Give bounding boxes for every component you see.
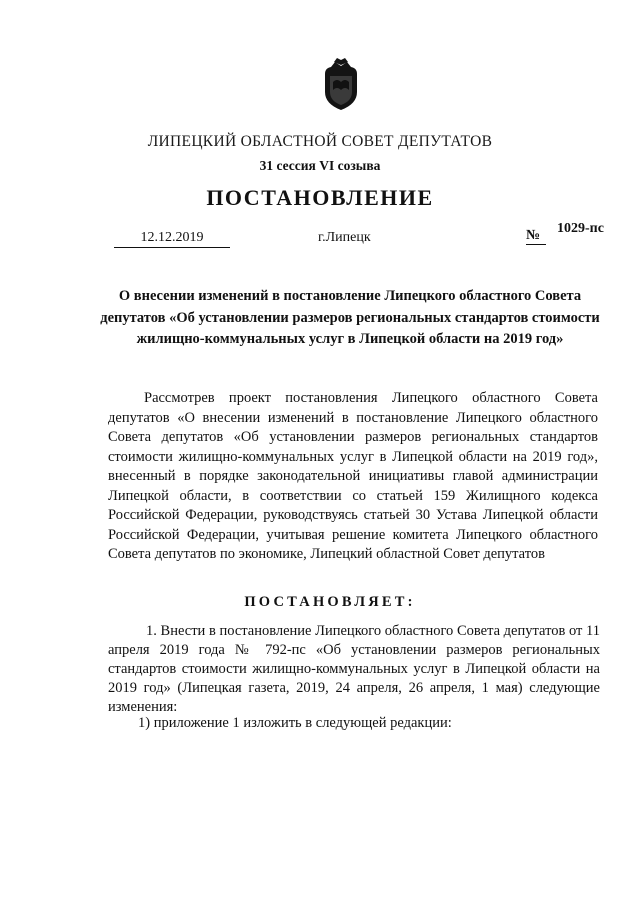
document-number: 1029-пс	[557, 221, 604, 236]
resolves-heading: ПОСТАНОВЛЯЕТ:	[244, 594, 416, 610]
organization-name: ЛИПЕЦКИЙ ОБЛАСТНОЙ СОВЕТ ДЕПУТАТОВ	[147, 133, 493, 150]
resolution-item-1: 1. Внести в постановление Липецкого областного Совета депутатов от 11 апреля 2019 года № 792-пс «Об установлении размеров региональных стандартов стоимости жилищно-коммунальных услуг в Липецкой области на 2019 год» (Липецкая газета, 2019, 24 апреля, 26 апреля, 1 мая) следующие изменения:	[108, 623, 600, 715]
document-city: г.Липецк	[318, 230, 371, 245]
document-type-title: ПОСТАНОВЛЕНИЕ	[206, 185, 434, 210]
document-date: 12.12.2019	[114, 230, 230, 248]
resolution-subitem-1: 1) приложение 1 изложить в следующей редакции:	[138, 715, 452, 731]
session-line: 31 сессия VI созыва	[259, 158, 381, 173]
preamble-paragraph: Рассмотрев проект постановления Липецкого областного Совета депутатов «О внесении изменений в постановление Липецкого областного Совета депутатов «Об установлении размеров региональных стандартов стоимости жилищно-коммунальных услуг в Липецкой области на 2019 год», внесенный в порядке законодательной инициативы главой администрации Липецкой области, в соответствии со статьей 159 Жилищного кодекса Российской Федерации, руководствуясь статьей 30 Устава Липецкой области Российской Федерации, учитывая решение комитета Липецкого областного Совета депутатов по экономике, Липецкий областной Совет депутатов	[108, 390, 598, 562]
document-subject: О внесении изменений в постановление Липецкого областного Совета депутатов «Об установлении размеров региональных стандартов стоимости жилищно-коммунальных услуг в Липецкой области на 2019 год»	[100, 288, 600, 347]
number-sign: №	[526, 228, 546, 245]
coat-of-arms-icon	[319, 56, 363, 112]
